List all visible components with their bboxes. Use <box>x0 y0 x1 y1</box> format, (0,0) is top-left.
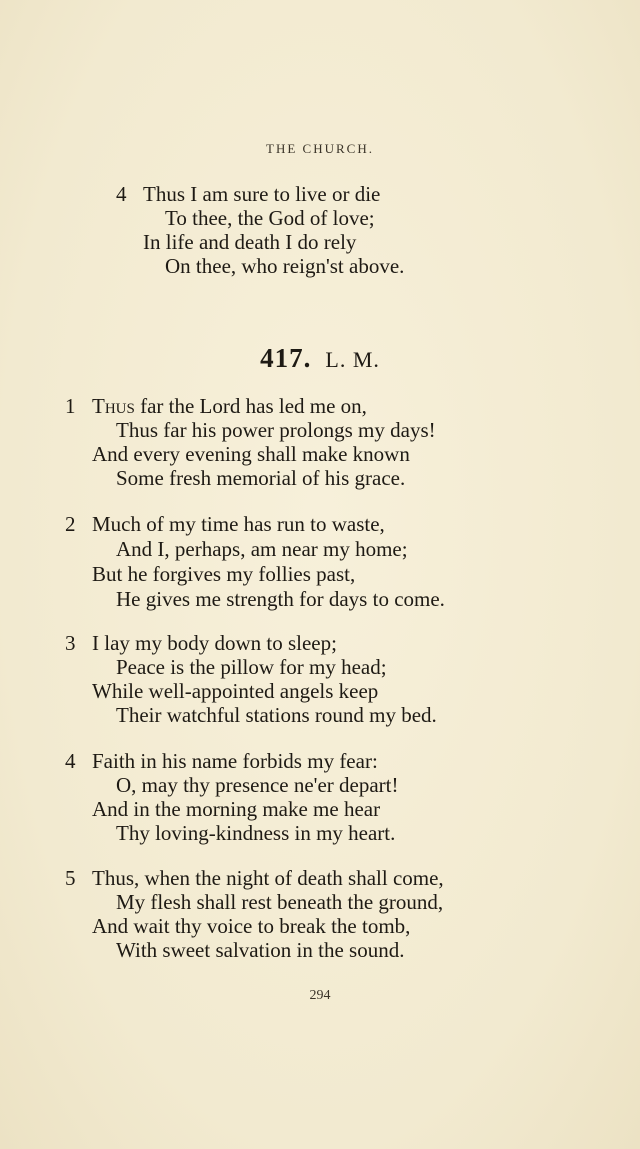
verse-line: He gives me strength for days to come. <box>116 587 445 611</box>
verse-line: Thus, when the night of death shall come, <box>92 866 444 890</box>
running-head: THE CHURCH. <box>266 141 374 156</box>
stanza-number: 2 <box>65 512 76 536</box>
verse-line: My flesh shall rest beneath the ground, <box>116 890 444 914</box>
verse-line: And every evening shall make known <box>92 442 410 466</box>
stanza-number: 4 <box>65 749 76 773</box>
verse-line: Peace is the pillow for my head; <box>116 655 387 679</box>
page-number: 294 <box>309 988 331 1003</box>
first-word: Thus <box>92 394 135 418</box>
hymn-heading <box>0 342 640 376</box>
verse-line: Some fresh memorial of his grace. <box>116 466 406 490</box>
verse-line: O, may thy presence ne'er depart! <box>116 773 399 797</box>
verse-line: And wait thy voice to break the tomb, <box>92 914 411 938</box>
verse-line: Their watchful stations round my bed. <box>116 703 437 727</box>
verse-line <box>92 394 367 418</box>
hymn-meter: L. M. <box>325 347 380 372</box>
stanza-number: 4 <box>116 182 127 206</box>
verse-line: Much of my time has run to waste, <box>92 512 385 536</box>
verse-line: Thy loving-kindness in my heart. <box>116 821 396 845</box>
verse-line: In life and death I do rely <box>143 230 357 254</box>
verse-line: But he forgives my follies past, <box>92 562 356 586</box>
verse-line: Thus far his power prolongs my days! <box>116 418 436 442</box>
verse-line: With sweet salvation in the sound. <box>116 938 405 962</box>
verse-line: I lay my body down to sleep; <box>92 631 337 655</box>
verse-line: And in the morning make me hear <box>92 797 381 821</box>
verse-line: On thee, who reign'st above. <box>165 254 405 278</box>
verse-line: Thus I am sure to live or die <box>143 182 381 206</box>
hymn-number: 417. <box>260 343 312 373</box>
verse-line: Faith in his name forbids my fear: <box>92 749 378 773</box>
stanza-number: 5 <box>65 866 76 890</box>
verse-line: While well-appointed angels keep <box>92 679 379 703</box>
verse-line: To thee, the God of love; <box>165 206 375 230</box>
stanza-number: 1 <box>65 394 76 418</box>
first-line-rest: far the Lord has led me on, <box>134 394 367 418</box>
verse-line: And I, perhaps, am near my home; <box>116 537 408 561</box>
stanza-number: 3 <box>65 631 76 655</box>
